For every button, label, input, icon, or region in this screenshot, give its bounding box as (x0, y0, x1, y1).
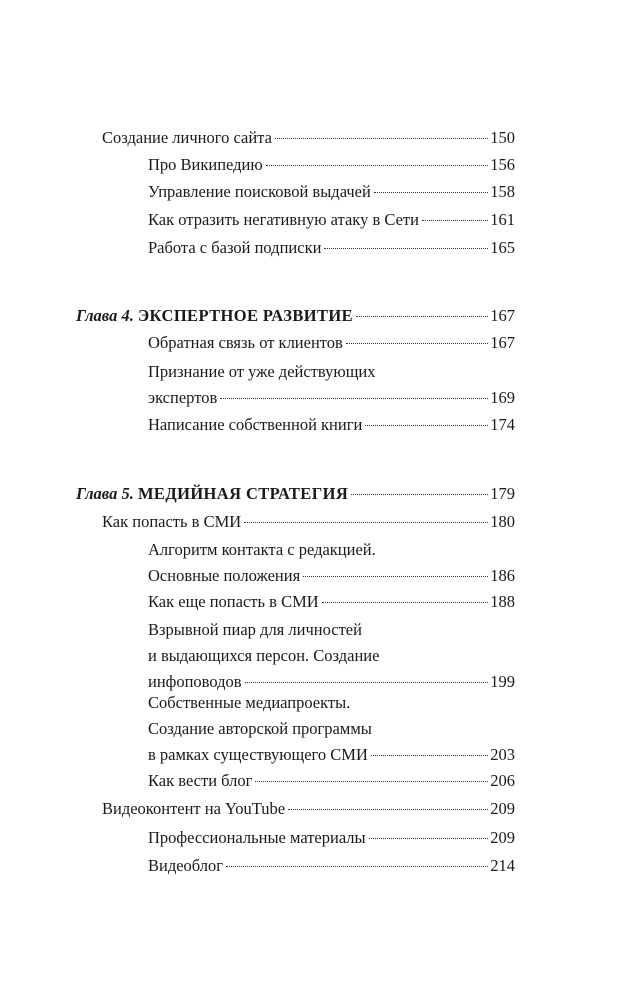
leader-dots (245, 682, 489, 683)
toc-entry-title: в рамках существующего СМИ (148, 745, 368, 764)
toc-entry-title: Как вести блог (148, 771, 253, 790)
toc-entry (148, 152, 515, 178)
toc-entry (148, 690, 515, 768)
toc-entry (102, 509, 515, 535)
leader-dots (244, 522, 488, 523)
toc-entry-title: инфоповодов (148, 672, 242, 691)
leader-dots (303, 576, 488, 577)
leader-dots (324, 248, 488, 249)
toc-entry-page: 203 (490, 745, 515, 764)
toc-entry-page: 158 (490, 182, 515, 201)
toc-entry (102, 125, 515, 151)
toc-entry-title: Создание личного сайта (102, 128, 272, 147)
toc-entry-title-line: Собственные медиапроекты. (148, 693, 351, 712)
toc-entry-page: 209 (490, 828, 515, 847)
toc-entry-page: 167 (490, 333, 515, 352)
leader-dots (374, 192, 488, 193)
leader-dots (226, 866, 488, 867)
toc-entry-title: Написание собственной книги (148, 415, 363, 434)
leader-dots (351, 494, 488, 495)
toc-entry-page: 174 (490, 415, 515, 434)
toc-entry-title-line: Алгоритм контакта с редакцией. (148, 540, 376, 559)
leader-dots (346, 343, 488, 344)
toc-entry-title: Как попасть в СМИ (102, 512, 242, 531)
leader-dots (288, 809, 488, 810)
toc-entry (148, 589, 515, 615)
toc-entry (148, 179, 515, 205)
toc-entry-page: 188 (490, 592, 515, 611)
leader-dots (371, 755, 488, 756)
toc-entry-page: 156 (490, 155, 515, 174)
toc-entry-page: 165 (490, 238, 515, 257)
leader-dots (422, 220, 488, 221)
toc-entry-page: 167 (490, 306, 515, 325)
chapter-title: МЕДИЙНАЯ СТРАТЕГИЯ (137, 484, 349, 503)
toc-entry (148, 207, 515, 233)
leader-dots (322, 602, 489, 603)
leader-dots (369, 838, 489, 839)
toc-entry-page: 169 (490, 388, 515, 407)
leader-dots (266, 165, 489, 166)
toc-entry-page: 186 (490, 566, 515, 585)
toc-entry-title: Основные положения (148, 566, 301, 585)
chapter-number: Глава 4. (76, 306, 134, 325)
toc-entry-title: Видеоблог (148, 856, 224, 875)
toc-entry-page: 179 (490, 484, 515, 503)
toc-entry-title-line: Создание авторской программы (148, 719, 372, 738)
toc-entry-title: Как еще попасть в СМИ (148, 592, 319, 611)
leader-dots (365, 425, 488, 426)
toc-entry (148, 359, 515, 411)
toc-entry (148, 617, 515, 695)
toc-entry (102, 796, 515, 822)
toc-entry (148, 825, 515, 851)
toc-entry-title: Про Википедию (148, 155, 263, 174)
toc-entry-title: Как отразить негативную атаку в Сети (148, 210, 419, 229)
leader-dots (275, 138, 488, 139)
chapter-heading (76, 303, 515, 329)
toc-entry-title-line: и выдающихся персон. Создание (148, 646, 380, 665)
toc-entry-title: Работа с базой подписки (148, 238, 322, 257)
toc-entry-page: 161 (490, 210, 515, 229)
toc-entry-page: 150 (490, 128, 515, 147)
leader-dots (220, 398, 488, 399)
toc-entry-title-line: Признание от уже действующих (148, 362, 376, 381)
toc-entry-title: экспертов (148, 388, 218, 407)
toc-entry (148, 768, 515, 794)
toc-entry-page: 214 (490, 856, 515, 875)
toc-entry-page: 209 (490, 799, 515, 818)
toc-entry-title: Видеоконтент на YouTube (102, 799, 286, 818)
toc-entry-page: 180 (490, 512, 515, 531)
chapter-title: ЭКСПЕРТНОЕ РАЗВИТИЕ (137, 306, 354, 325)
toc-entry-page: 206 (490, 771, 515, 790)
toc-entry-title: Управление поисковой выдачей (148, 182, 371, 201)
toc-entry (148, 235, 515, 261)
chapter-heading (76, 481, 515, 507)
toc-entry (148, 412, 515, 438)
leader-dots (255, 781, 488, 782)
toc-entry-page: 199 (490, 672, 515, 691)
toc-entry (148, 537, 515, 589)
chapter-number: Глава 5. (76, 484, 134, 503)
toc-entry-title-line: Взрывной пиар для личностей (148, 620, 362, 639)
toc-entry-title: Обратная связь от клиентов (148, 333, 343, 352)
toc-entry (148, 330, 515, 356)
toc-entry-title: Профессиональные материалы (148, 828, 366, 847)
leader-dots (356, 316, 488, 317)
toc-entry (148, 853, 515, 879)
